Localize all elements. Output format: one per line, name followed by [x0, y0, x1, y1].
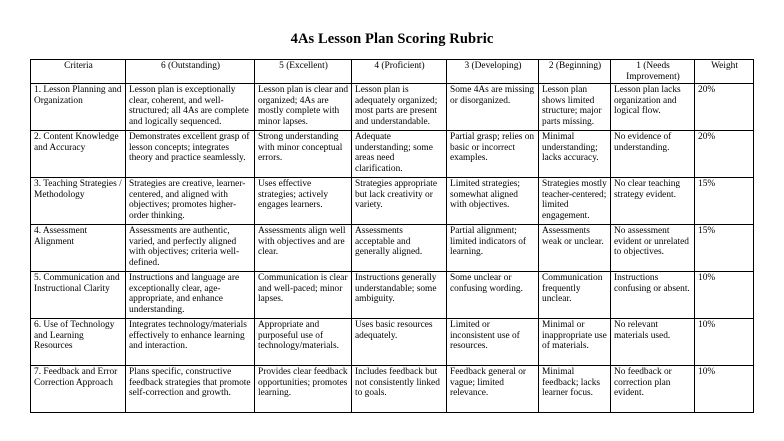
cell-text: Lesson plan is adequately organized; most parts are present and understandable.	[355, 85, 438, 127]
cell-text: No evidence of understanding.	[614, 132, 672, 153]
cell-text: Limited or inconsistent use of resources.	[450, 320, 520, 352]
table-row	[31, 84, 754, 131]
descriptor-cell	[611, 84, 695, 131]
descriptor-cell	[352, 131, 447, 178]
page-title: 4As Lesson Plan Scoring Rubric	[290, 31, 494, 47]
table-row	[31, 178, 754, 225]
descriptor-cell	[611, 131, 695, 178]
descriptor-cell	[447, 366, 539, 413]
descriptor-cell	[255, 84, 352, 131]
cell-text: 20%	[698, 85, 716, 95]
cell-text: 1. Lesson Planning and Organization	[34, 85, 122, 106]
cell-text: Instructions confusing or absent.	[614, 273, 690, 294]
criteria-cell	[31, 366, 126, 413]
cell-text: Lesson plan lacks organization and logical flow.	[614, 85, 681, 117]
cell-text: 10%	[698, 367, 716, 377]
descriptor-cell	[539, 225, 611, 272]
criteria-cell	[31, 178, 126, 225]
cell-text: Strong understanding with minor conceptual errors.	[258, 132, 343, 164]
cell-text: No clear teaching strategy evident.	[614, 179, 681, 200]
descriptor-cell	[255, 366, 352, 413]
cell-text: 10%	[698, 273, 716, 283]
criteria-cell	[31, 84, 126, 131]
cell-text: 6. Use of Technology and Learning Resources	[34, 320, 115, 352]
descriptor-cell	[447, 178, 539, 225]
column-header	[539, 60, 611, 84]
descriptor-cell	[352, 225, 447, 272]
table-row	[31, 131, 754, 178]
table-row	[31, 225, 754, 272]
header-row	[31, 60, 754, 84]
weight-cell	[695, 178, 754, 225]
column-header	[126, 60, 255, 84]
cell-text: Some unclear or confusing wording.	[450, 273, 523, 294]
descriptor-cell	[255, 178, 352, 225]
cell-text: Strategies appropriate but lack creativity or variety.	[355, 179, 437, 211]
descriptor-cell	[255, 131, 352, 178]
cell-text: Assessments acceptable and generally aligned.	[355, 226, 423, 258]
cell-text: Demonstrates excellent grasp of lesson concepts; integrates theory and practice seamlessly.	[129, 132, 250, 164]
column-header	[447, 60, 539, 84]
cell-text: Some 4As are missing or disorganized.	[450, 85, 535, 106]
weight-cell	[695, 366, 754, 413]
descriptor-cell	[611, 366, 695, 413]
descriptor-cell	[352, 272, 447, 319]
descriptor-cell	[611, 178, 695, 225]
cell-text: Plans specific, constructive feedback strategies that promote self-correction and growth.	[129, 367, 251, 399]
weight-cell	[695, 131, 754, 178]
cell-text: Appropriate and purposeful use of technology/materials.	[258, 320, 339, 352]
criteria-cell	[31, 319, 126, 366]
cell-text: Minimal understanding; lacks accuracy.	[542, 132, 599, 164]
cell-text: 4. Assessment Alignment	[34, 226, 88, 247]
column-header	[352, 60, 447, 84]
descriptor-cell	[126, 225, 255, 272]
column-header-label: 5 (Excellent)	[279, 61, 328, 71]
descriptor-cell	[126, 272, 255, 319]
descriptor-cell	[539, 272, 611, 319]
column-header	[255, 60, 352, 84]
column-header-label: 3 (Developing)	[464, 61, 522, 71]
cell-text: Strategies are creative, learner-centered, and aligned with objectives; promotes higher-order thinking.	[129, 179, 246, 221]
descriptor-cell	[611, 225, 695, 272]
descriptor-cell	[539, 319, 611, 366]
cell-text: No feedback or correction plan evident.	[614, 367, 672, 399]
weight-cell	[695, 84, 754, 131]
descriptor-cell	[126, 131, 255, 178]
criteria-cell	[31, 225, 126, 272]
table-row	[31, 272, 754, 319]
descriptor-cell	[447, 272, 539, 319]
descriptor-cell	[255, 225, 352, 272]
weight-cell	[695, 225, 754, 272]
column-header	[31, 60, 126, 84]
cell-text: Feedback general or vague; limited relevance.	[450, 367, 527, 399]
cell-text: No relevant materials used.	[614, 320, 671, 341]
descriptor-cell	[539, 84, 611, 131]
descriptor-cell	[447, 131, 539, 178]
cell-text: Instructions and language are exceptionally clear, age-appropriate, and enhance understanding.	[129, 273, 240, 315]
descriptor-cell	[447, 225, 539, 272]
cell-text: Integrates technology/materials effectively to enhance learning and interaction.	[129, 320, 247, 352]
cell-text: Provides clear feedback opportunities; promotes learning.	[258, 367, 348, 399]
descriptor-cell	[126, 84, 255, 131]
cell-text: Communication is clear and well-paced; minor lapses.	[258, 273, 348, 305]
descriptor-cell	[352, 178, 447, 225]
column-header	[611, 60, 695, 84]
weight-cell	[695, 272, 754, 319]
descriptor-cell	[352, 84, 447, 131]
descriptor-cell	[255, 272, 352, 319]
descriptor-cell	[611, 272, 695, 319]
cell-text: 15%	[698, 179, 716, 189]
cell-text: 2. Content Knowledge and Accuracy	[34, 132, 119, 153]
cell-text: Communication frequently unclear.	[542, 273, 603, 305]
cell-text: Assessments weak or unclear.	[542, 226, 604, 247]
cell-text: Lesson plan shows limited structure; major parts missing.	[542, 85, 602, 127]
descriptor-cell	[126, 366, 255, 413]
cell-text: 10%	[698, 320, 716, 330]
cell-text: Assessments are authentic, varied, and perfectly aligned with objectives; criteria well-defined.	[129, 226, 240, 268]
column-header-label: 1 (Needs Improvement)	[626, 61, 680, 82]
cell-text: 3. Teaching Strategies / Methodology	[34, 179, 122, 200]
descriptor-cell	[126, 319, 255, 366]
descriptor-cell	[352, 366, 447, 413]
cell-text: Partial alignment; limited indicators of learning.	[450, 226, 527, 258]
descriptor-cell	[126, 178, 255, 225]
cell-text: Uses effective strategies; actively engages learners.	[258, 179, 329, 211]
cell-text: Strategies mostly teacher-centered; limited engagement.	[542, 179, 607, 221]
cell-text: Minimal or inappropriate use of materials.	[542, 320, 607, 352]
descriptor-cell	[447, 319, 539, 366]
cell-text: Lesson plan is clear and organized; 4As are mostly complete with minor lapses.	[258, 85, 349, 127]
column-header	[695, 60, 754, 84]
cell-text: 15%	[698, 226, 716, 236]
cell-text: Instructions generally understandable; some ambiguity.	[355, 273, 437, 305]
cell-text: Minimal feedback; lacks learner focus.	[542, 367, 601, 399]
cell-text: Lesson plan is exceptionally clear, coherent, and well-structured; all 4As are complete and logically sequenced.	[129, 85, 249, 127]
table-row	[31, 366, 754, 413]
column-header-label: Criteria	[64, 61, 93, 71]
column-header-label: 4 (Proficient)	[374, 61, 425, 71]
column-header-label: 2 (Beginning)	[548, 61, 602, 71]
criteria-cell	[31, 131, 126, 178]
cell-text: 5. Communication and Instructional Clarity	[34, 273, 120, 294]
cell-text: Adequate understanding; some areas need clarification.	[355, 132, 433, 174]
descriptor-cell	[539, 178, 611, 225]
criteria-cell	[31, 272, 126, 319]
descriptor-cell	[539, 131, 611, 178]
column-header-label: 6 (Outstanding)	[160, 61, 221, 71]
descriptor-cell	[539, 366, 611, 413]
cell-text: Uses basic resources adequately.	[355, 320, 433, 341]
cell-text: Partial grasp; relies on basic or incorrect examples.	[450, 132, 535, 164]
cell-text: Includes feedback but not consistently linked to goals.	[355, 367, 440, 399]
table-row	[31, 319, 754, 366]
descriptor-cell	[255, 319, 352, 366]
cell-text: Limited strategies; somewhat aligned with objectives.	[450, 179, 521, 211]
cell-text: Assessments align well with objectives and are clear.	[258, 226, 346, 258]
column-header-label: Weight	[711, 61, 738, 71]
descriptor-cell	[352, 319, 447, 366]
cell-text: 7. Feedback and Error Correction Approach	[34, 367, 118, 388]
descriptor-cell	[611, 319, 695, 366]
rubric-table	[30, 59, 754, 413]
weight-cell	[695, 319, 754, 366]
cell-text: 20%	[698, 132, 716, 142]
descriptor-cell	[447, 84, 539, 131]
cell-text: No assessment evident or unrelated to objectives.	[614, 226, 689, 258]
